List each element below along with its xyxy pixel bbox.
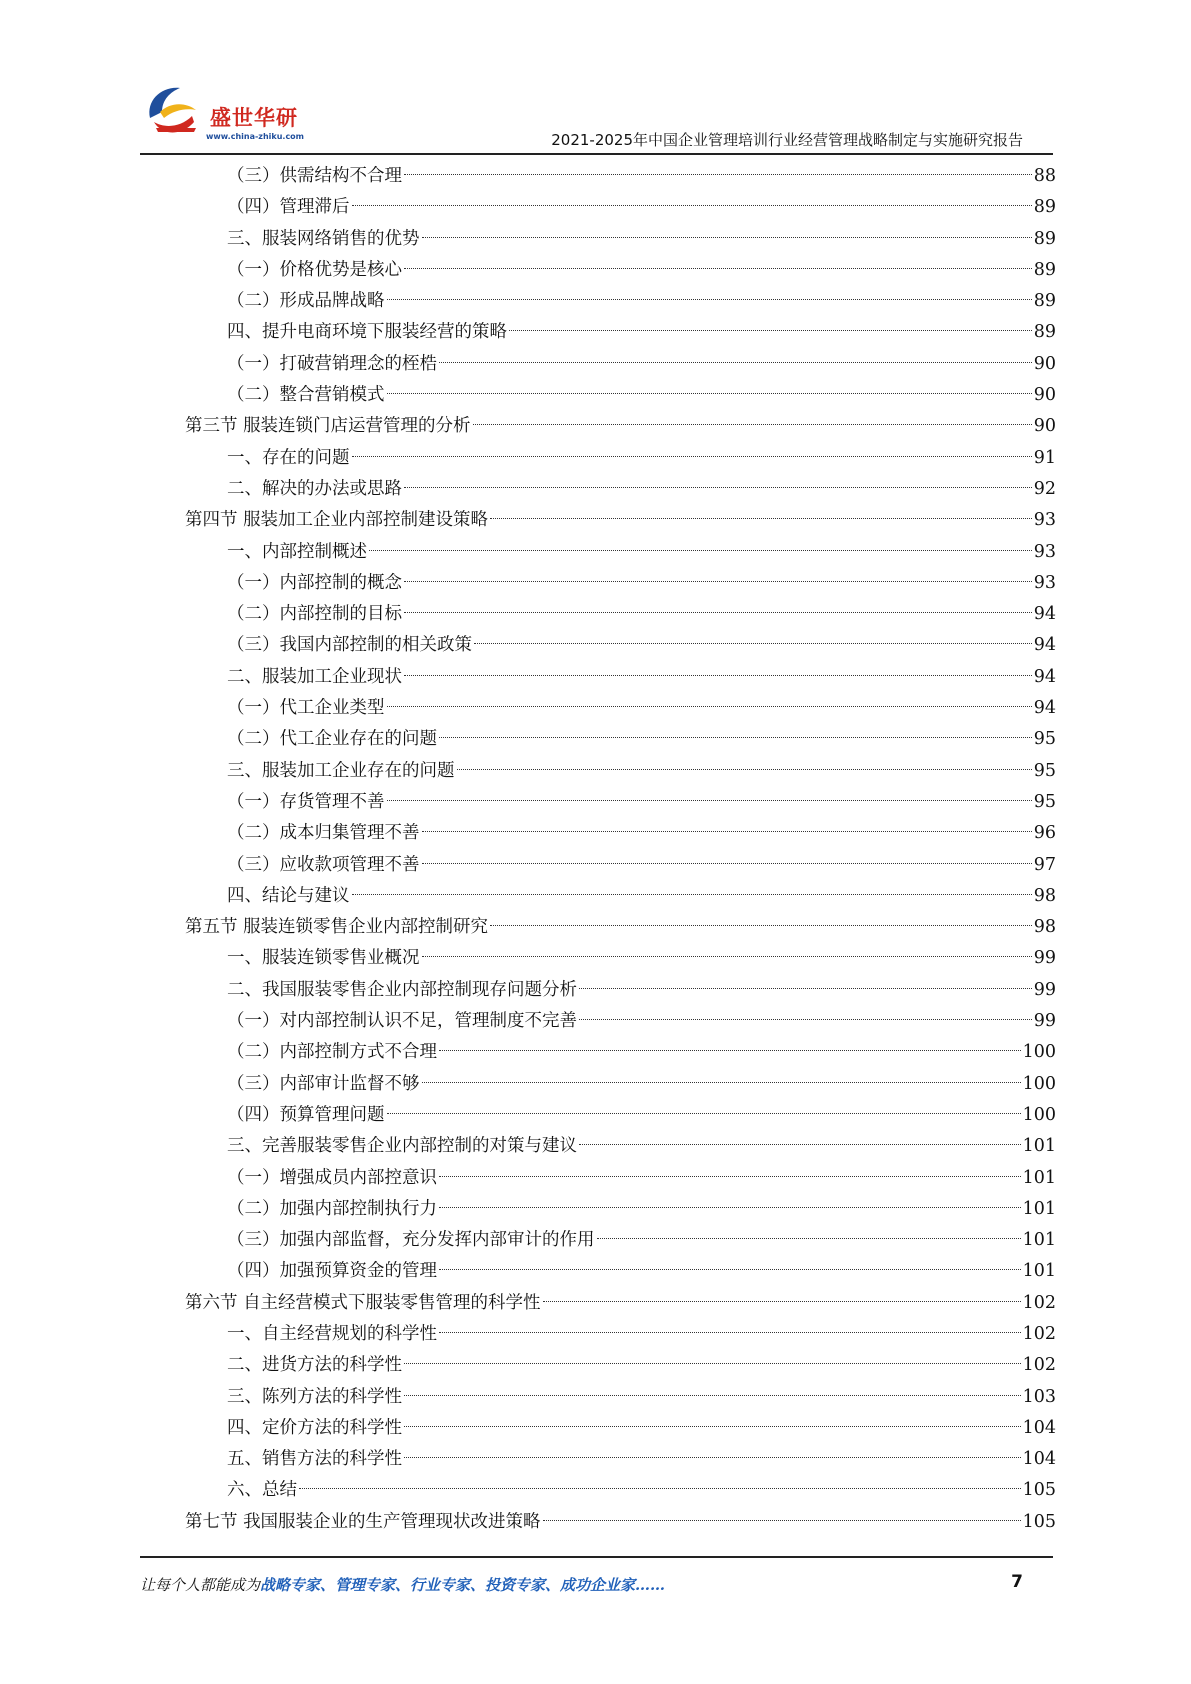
toc-entry-page: 102 (1022, 1323, 1056, 1344)
toc-entry[interactable] (0, 537, 1191, 568)
report-title: 2021-2025年中国企业管理培训行业经营管理战略制定与实施研究报告 (551, 131, 1023, 149)
toc-entry-page: 101 (1022, 1261, 1056, 1282)
toc-dot-leader (422, 237, 1032, 238)
toc-entry-title: （四）预算管理问题 (227, 1104, 385, 1125)
toc-entry-page: 91 (1033, 447, 1056, 468)
toc-entry[interactable] (0, 1319, 1191, 1350)
toc-entry-page: 99 (1033, 1011, 1056, 1032)
footer-slogan-roles: 战略专家、管理专家、行业专家、投资专家、成功企业家…… (260, 1576, 666, 1594)
toc-entry-page: 92 (1033, 478, 1056, 499)
toc-entry-title: 第七节 我国服装企业的生产管理现状改进策略 (185, 1511, 541, 1532)
toc-entry[interactable] (0, 599, 1191, 630)
toc-dot-leader (439, 362, 1032, 363)
toc-dot-leader (490, 925, 1032, 926)
toc-entry[interactable] (0, 192, 1191, 223)
toc-entry-title: 三、陈列方法的科学性 (227, 1386, 402, 1407)
toc-entry-title: （三）加强内部监督，充分发挥内部审计的作用 (227, 1230, 595, 1251)
toc-dot-leader (543, 1301, 1021, 1302)
footer-slogan-lead: 让每个人都能成为 (140, 1576, 261, 1594)
toc-dot-leader (299, 1488, 1021, 1489)
toc-entry-page: 95 (1033, 791, 1056, 812)
toc-entry[interactable] (0, 756, 1191, 787)
toc-entry-page: 94 (1033, 635, 1056, 656)
toc-entry-title: （三）我国内部控制的相关政策 (227, 635, 472, 656)
toc-entry[interactable] (0, 1350, 1191, 1381)
toc-entry-page: 98 (1033, 917, 1056, 938)
brand-url: www.china-zhiku.com (206, 132, 305, 141)
toc-entry[interactable] (0, 349, 1191, 380)
toc-entry-page: 100 (1022, 1073, 1056, 1094)
toc-dot-leader (474, 643, 1032, 644)
toc-entry-page: 90 (1033, 416, 1056, 437)
toc-entry[interactable] (0, 1037, 1191, 1068)
toc-entry-title: （二）整合营销模式 (227, 385, 385, 406)
toc-entry-title: （一）价格优势是核心 (227, 259, 402, 280)
toc-entry-page: 98 (1033, 885, 1056, 906)
toc-entry-title: （二）代工企业存在的问题 (227, 729, 437, 750)
toc-dot-leader (579, 1144, 1021, 1145)
toc-entry-title: 二、进货方法的科学性 (227, 1355, 402, 1376)
toc-entry-title: （一）增强成员内部控意识 (227, 1167, 437, 1188)
toc-entry[interactable] (0, 1194, 1191, 1225)
toc-entry[interactable] (0, 1507, 1191, 1538)
toc-entry-title: 一、存在的问题 (227, 447, 350, 468)
toc-dot-leader (404, 581, 1032, 582)
toc-dot-leader (369, 550, 1032, 551)
toc-entry-title: （二）形成品牌战略 (227, 291, 385, 312)
toc-entry-title: 第四节 服装加工企业内部控制建设策略 (185, 510, 489, 531)
toc-entry[interactable] (0, 161, 1191, 192)
toc-dot-leader (509, 330, 1032, 331)
toc-dot-leader (404, 612, 1032, 613)
toc-entry-title: 一、内部控制概述 (227, 541, 367, 562)
toc-dot-leader (387, 1113, 1021, 1114)
toc-entry-title: 四、提升电商环境下服装经营的策略 (227, 322, 507, 343)
toc-dot-leader (404, 1457, 1021, 1458)
toc-entry[interactable] (0, 255, 1191, 286)
toc-entry-page: 94 (1033, 698, 1056, 719)
toc-entry-title: （二）成本归集管理不善 (227, 823, 420, 844)
toc-dot-leader (543, 1520, 1021, 1521)
toc-entry-title: （一）存货管理不善 (227, 791, 385, 812)
toc-entry-title: （三）内部审计监督不够 (227, 1073, 420, 1094)
toc-entry-page: 89 (1033, 197, 1056, 218)
toc-entry-page: 104 (1022, 1449, 1056, 1470)
toc-entry-title: （一）打破营销理念的桎梏 (227, 353, 437, 374)
toc-entry-page: 95 (1033, 729, 1056, 750)
toc-entry-page: 94 (1033, 666, 1056, 687)
toc-entry[interactable] (0, 474, 1191, 505)
toc-entry[interactable] (0, 1444, 1191, 1475)
toc-entry[interactable] (0, 1069, 1191, 1100)
toc-entry-title: 一、服装连锁零售业概况 (227, 948, 420, 969)
toc-entry-page: 102 (1022, 1355, 1056, 1376)
toc-dot-leader (457, 769, 1032, 770)
toc-entry-title: 第六节 自主经营模式下服装零售管理的科学性 (185, 1292, 541, 1313)
toc-dot-leader (404, 487, 1032, 488)
toc-entry[interactable] (0, 1475, 1191, 1506)
toc-dot-leader (490, 518, 1032, 519)
toc-entry-title: 第五节 服装连锁零售企业内部控制研究 (185, 917, 489, 938)
toc-entry-page: 90 (1033, 353, 1056, 374)
toc-entry-page: 97 (1033, 854, 1056, 875)
toc-dot-leader (387, 800, 1032, 801)
header-divider (140, 153, 1053, 155)
page-number: 7 (1011, 1572, 1023, 1592)
toc-entry-page: 105 (1022, 1480, 1056, 1501)
toc-entry-page: 99 (1033, 979, 1056, 1000)
toc-dot-leader (439, 1176, 1021, 1177)
toc-entry-page: 89 (1033, 322, 1056, 343)
toc-entry-title: （一）对内部控制认识不足，管理制度不完善 (227, 1011, 577, 1032)
toc-entry[interactable] (0, 443, 1191, 474)
toc-entry-page: 99 (1033, 948, 1056, 969)
toc-entry-page: 95 (1033, 760, 1056, 781)
toc-entry[interactable] (0, 724, 1191, 755)
toc-entry[interactable] (0, 787, 1191, 818)
toc-dot-leader (352, 205, 1032, 206)
toc-dot-leader (352, 456, 1032, 457)
toc-entry-title: （二）内部控制的目标 (227, 604, 402, 625)
toc-entry[interactable] (0, 693, 1191, 724)
toc-dot-leader (404, 268, 1032, 269)
toc-entry[interactable] (0, 411, 1191, 442)
toc-entry[interactable] (0, 630, 1191, 661)
toc-dot-leader (404, 1426, 1021, 1427)
toc-entry-page: 93 (1033, 541, 1056, 562)
toc-entry[interactable] (0, 662, 1191, 693)
footer-divider (140, 1556, 1053, 1558)
toc-entry[interactable] (0, 1225, 1191, 1256)
toc-entry-title: 一、自主经营规划的科学性 (227, 1323, 437, 1344)
toc-entry[interactable] (0, 1163, 1191, 1194)
toc-entry[interactable] (0, 224, 1191, 255)
toc-dot-leader (387, 706, 1032, 707)
toc-entry-page: 102 (1022, 1292, 1056, 1313)
toc-dot-leader (439, 1269, 1021, 1270)
toc-dot-leader (404, 1395, 1021, 1396)
toc-entry[interactable] (0, 1256, 1191, 1287)
toc-entry-title: 第三节 服装连锁门店运营管理的分析 (185, 416, 471, 437)
toc-entry-page: 88 (1033, 166, 1056, 186)
toc-entry[interactable] (0, 912, 1191, 943)
toc-entry[interactable] (0, 975, 1191, 1006)
toc-entry-page: 89 (1033, 291, 1056, 312)
toc-entry-title: （二）加强内部控制执行力 (227, 1198, 437, 1219)
footer-slogan (140, 1574, 665, 1595)
brand-logo-icon (140, 82, 210, 146)
toc-dot-leader (439, 737, 1032, 738)
toc-entry-page: 93 (1033, 510, 1056, 531)
toc-entry-page: 101 (1022, 1136, 1056, 1157)
toc-dot-leader (473, 424, 1032, 425)
toc-entry[interactable] (0, 1100, 1191, 1131)
toc-entry[interactable] (0, 1413, 1191, 1444)
toc-dot-leader (404, 1363, 1021, 1364)
toc-dot-leader (422, 956, 1032, 957)
toc-entry-page: 101 (1022, 1230, 1056, 1251)
toc-entry[interactable] (0, 1131, 1191, 1162)
toc-entry-title: （三）应收款项管理不善 (227, 854, 420, 875)
toc-entry[interactable] (0, 568, 1191, 599)
toc-entry-title: 三、服装网络销售的优势 (227, 228, 420, 249)
toc-entry-page: 96 (1033, 823, 1056, 844)
toc-dot-leader (579, 988, 1032, 989)
toc-entry-page: 94 (1033, 604, 1056, 625)
toc-entry[interactable] (0, 1006, 1191, 1037)
toc-entry-title: 六、总结 (227, 1480, 297, 1501)
toc-entry-title: （四）管理滞后 (227, 197, 350, 218)
toc-entry-title: （二）内部控制方式不合理 (227, 1042, 437, 1063)
toc-dot-leader (387, 393, 1032, 394)
toc-entry-title: 二、解决的办法或思路 (227, 478, 402, 499)
toc-entry-page: 104 (1022, 1417, 1056, 1438)
toc-entry-title: （一）内部控制的概念 (227, 572, 402, 593)
toc-entry[interactable] (0, 881, 1191, 912)
toc-dot-leader (422, 1082, 1021, 1083)
toc-entry[interactable] (0, 1288, 1191, 1319)
toc-entry-page: 100 (1022, 1042, 1056, 1063)
toc-entry[interactable] (0, 317, 1191, 348)
toc-entry-title: 三、服装加工企业存在的问题 (227, 760, 455, 781)
toc-dot-leader (439, 1207, 1021, 1208)
toc-entry-title: 五、销售方法的科学性 (227, 1449, 402, 1470)
toc-dot-leader (597, 1238, 1021, 1239)
toc-dot-leader (387, 299, 1032, 300)
toc-entry[interactable] (0, 1382, 1191, 1413)
toc-entry-page: 89 (1033, 228, 1056, 249)
toc-entry-title: 二、我国服装零售企业内部控制现存问题分析 (227, 979, 577, 1000)
toc-entry-page: 105 (1022, 1511, 1056, 1532)
toc-entry-page: 90 (1033, 385, 1056, 406)
toc-entry-page: 100 (1022, 1104, 1056, 1125)
toc-dot-leader (404, 174, 1032, 175)
toc-dot-leader (352, 894, 1032, 895)
brand-logo (140, 82, 340, 152)
toc-entry[interactable] (0, 818, 1191, 849)
toc-dot-leader (422, 863, 1032, 864)
toc-entry-title: 二、服装加工企业现状 (227, 666, 402, 687)
toc-dot-leader (579, 1019, 1032, 1020)
table-of-contents (0, 161, 1191, 1538)
toc-dot-leader (404, 675, 1032, 676)
toc-entry-page: 93 (1033, 572, 1056, 593)
toc-entry-title: （一）代工企业类型 (227, 698, 385, 719)
toc-entry-title: 三、完善服装零售企业内部控制的对策与建议 (227, 1136, 577, 1157)
toc-entry-page: 89 (1033, 259, 1056, 280)
toc-entry[interactable] (0, 380, 1191, 411)
toc-entry-title: （四）加强预算资金的管理 (227, 1261, 437, 1282)
toc-entry[interactable] (0, 505, 1191, 536)
toc-entry[interactable] (0, 286, 1191, 317)
toc-entry[interactable] (0, 943, 1191, 974)
toc-entry-page: 101 (1022, 1198, 1056, 1219)
toc-entry-title: 四、结论与建议 (227, 885, 350, 906)
toc-entry-title: （三）供需结构不合理 (227, 166, 402, 186)
toc-entry-title: 四、定价方法的科学性 (227, 1417, 402, 1438)
toc-entry[interactable] (0, 850, 1191, 881)
toc-entry-page: 101 (1022, 1167, 1056, 1188)
toc-entry-page: 103 (1022, 1386, 1056, 1407)
brand-name: 盛世华研 (210, 106, 298, 130)
toc-dot-leader (422, 831, 1032, 832)
toc-dot-leader (439, 1332, 1021, 1333)
toc-dot-leader (439, 1050, 1021, 1051)
